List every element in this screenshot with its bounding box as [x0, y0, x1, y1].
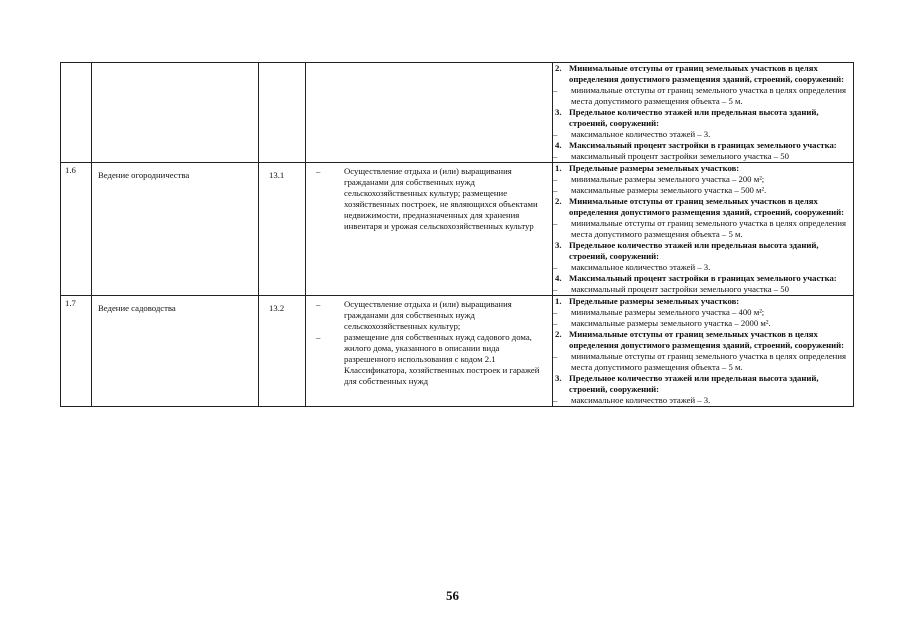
- parameter-item-text: максимальный процент застройки земельного участка – 50: [571, 151, 789, 161]
- parameter-number: 1.: [555, 296, 562, 306]
- description-item: [314, 332, 548, 387]
- parameter-heading: [553, 273, 850, 284]
- dash-marker: –: [316, 299, 321, 309]
- parameter-heading-text: Предельное количество этажей или предельная высота зданий, строений, сооружений:: [569, 373, 819, 394]
- parameters-cell: [553, 296, 854, 407]
- row-number: 1.6: [61, 163, 92, 296]
- parameter-item: [553, 185, 850, 196]
- parameter-heading-text: Минимальные отступы от границ земельных участков в целях определения допустимого размещения зданий, строений, сооружений:: [569, 329, 845, 350]
- parameter-item: [553, 318, 850, 329]
- description-text: Осуществление отдыха и (или) выращивания гражданами для собственных нужд сельскохозяйственных культур;: [344, 299, 512, 331]
- parameter-item: [553, 174, 850, 185]
- parameter-number: 2.: [555, 63, 562, 73]
- dash-marker: –: [553, 185, 558, 195]
- parameter-number: 3.: [555, 107, 562, 117]
- parameter-heading: [553, 296, 850, 307]
- parameter-item: [553, 85, 850, 107]
- parameters-cell: [553, 163, 854, 296]
- use-type-name: Ведение огородничества: [92, 163, 259, 296]
- parameter-heading-text: Предельные размеры земельных участков:: [569, 296, 740, 306]
- dash-marker: –: [316, 166, 321, 176]
- row-number: 1.7: [61, 296, 92, 407]
- parameter-heading: [553, 63, 850, 85]
- parameter-number: 4.: [555, 140, 562, 150]
- dash-marker: –: [553, 85, 558, 95]
- parameter-number: 4.: [555, 273, 562, 283]
- parameter-item-text: максимальное количество этажей – 3.: [571, 129, 711, 139]
- parameter-heading-text: Максимальный процент застройки в границах земельного участка:: [569, 140, 837, 150]
- dash-marker: –: [553, 174, 558, 184]
- parameter-item-text: максимальные размеры земельного участка – 2000 м².: [571, 318, 771, 328]
- parameter-heading-text: Предельное количество этажей или предельная высота зданий, строений, сооружений:: [569, 240, 819, 261]
- parameter-heading: [553, 196, 850, 218]
- use-description: [306, 163, 553, 296]
- dash-marker: –: [553, 351, 558, 361]
- table-row: [61, 63, 854, 163]
- description-item: [314, 299, 548, 332]
- parameter-item-text: минимальные отступы от границ земельного участка в целях определения места допустимого размещения объекта – 5 м.: [571, 351, 846, 372]
- dash-marker: –: [316, 332, 321, 342]
- parameter-item: [553, 129, 850, 140]
- parameter-item: [553, 351, 850, 373]
- parameter-number: 2.: [555, 329, 562, 339]
- parameter-heading-text: Предельное количество этажей или предельная высота зданий, строений, сооружений:: [569, 107, 819, 128]
- parameter-heading: [553, 329, 850, 351]
- parameter-heading-text: Минимальные отступы от границ земельных участков в целях определения допустимого размещения зданий, строений, сооружений:: [569, 63, 845, 84]
- parameter-item: [553, 218, 850, 240]
- parameter-heading-text: Предельные размеры земельных участков:: [569, 163, 740, 173]
- classifier-code: 13.1: [259, 163, 306, 296]
- description-text: размещение для собственных нужд садового дома, жилого дома, указанного в описании вида разрешенного использования с кодом 2.1 Классификатора, хозяйственных построек и гаражей для собственных нужд: [344, 332, 540, 386]
- dash-marker: –: [553, 318, 558, 328]
- parameter-number: 3.: [555, 373, 562, 383]
- dash-marker: –: [553, 307, 558, 317]
- description-text: Осуществление отдыха и (или) выращивания гражданами для собственных нужд сельскохозяйственных культур; размещение хозяйственных построек, не являющихся объектами недвижимости, предназначенных для хранения инвентаря и урожая сельскохозяйственных культур: [344, 166, 538, 231]
- use-type-name: [92, 63, 259, 163]
- use-type-name: Ведение садоводства: [92, 296, 259, 407]
- parameter-item-text: максимальное количество этажей – 3.: [571, 395, 711, 405]
- parameters-cell: [553, 63, 854, 163]
- dash-marker: –: [553, 129, 558, 139]
- table-row: [61, 296, 854, 407]
- table-row: [61, 163, 854, 296]
- dash-marker: –: [553, 151, 558, 161]
- parameter-item: [553, 395, 850, 406]
- parameter-item: [553, 151, 850, 162]
- parameter-number: 1.: [555, 163, 562, 173]
- parameter-item: [553, 284, 850, 295]
- parameter-item-text: максимальный процент застройки земельного участка – 50: [571, 284, 789, 294]
- parameter-number: 3.: [555, 240, 562, 250]
- page-number: 56: [446, 588, 459, 603]
- parameter-item-text: минимальные размеры земельного участка – 400 м²;: [571, 307, 765, 317]
- description-item: [314, 166, 548, 232]
- parameter-heading: [553, 240, 850, 262]
- land-use-regulations-table: [60, 62, 854, 407]
- classifier-code: 13.2: [259, 296, 306, 407]
- parameter-item: [553, 307, 850, 318]
- parameter-heading-text: Минимальные отступы от границ земельных участков в целях определения допустимого размещения зданий, строений, сооружений:: [569, 196, 845, 217]
- use-description: [306, 63, 553, 163]
- parameter-heading: [553, 140, 850, 151]
- dash-marker: –: [553, 262, 558, 272]
- parameter-item-text: минимальные размеры земельного участка – 200 м²;: [571, 174, 765, 184]
- parameter-item-text: максимальное количество этажей – 3.: [571, 262, 711, 272]
- parameter-number: 2.: [555, 196, 562, 206]
- row-number: [61, 63, 92, 163]
- parameter-item-text: минимальные отступы от границ земельного участка в целях определения места допустимого размещения объекта – 5 м.: [571, 85, 846, 106]
- dash-marker: –: [553, 395, 558, 405]
- parameter-item: [553, 262, 850, 273]
- parameter-heading: [553, 373, 850, 395]
- parameter-heading-text: Максимальный процент застройки в границах земельного участка:: [569, 273, 837, 283]
- use-description: [306, 296, 553, 407]
- parameter-item-text: максимальные размеры земельного участка – 500 м².: [571, 185, 767, 195]
- classifier-code: [259, 63, 306, 163]
- parameter-item-text: минимальные отступы от границ земельного участка в целях определения места допустимого размещения объекта – 5 м.: [571, 218, 846, 239]
- dash-marker: –: [553, 218, 558, 228]
- parameter-heading: [553, 107, 850, 129]
- parameter-heading: [553, 163, 850, 174]
- dash-marker: –: [553, 284, 558, 294]
